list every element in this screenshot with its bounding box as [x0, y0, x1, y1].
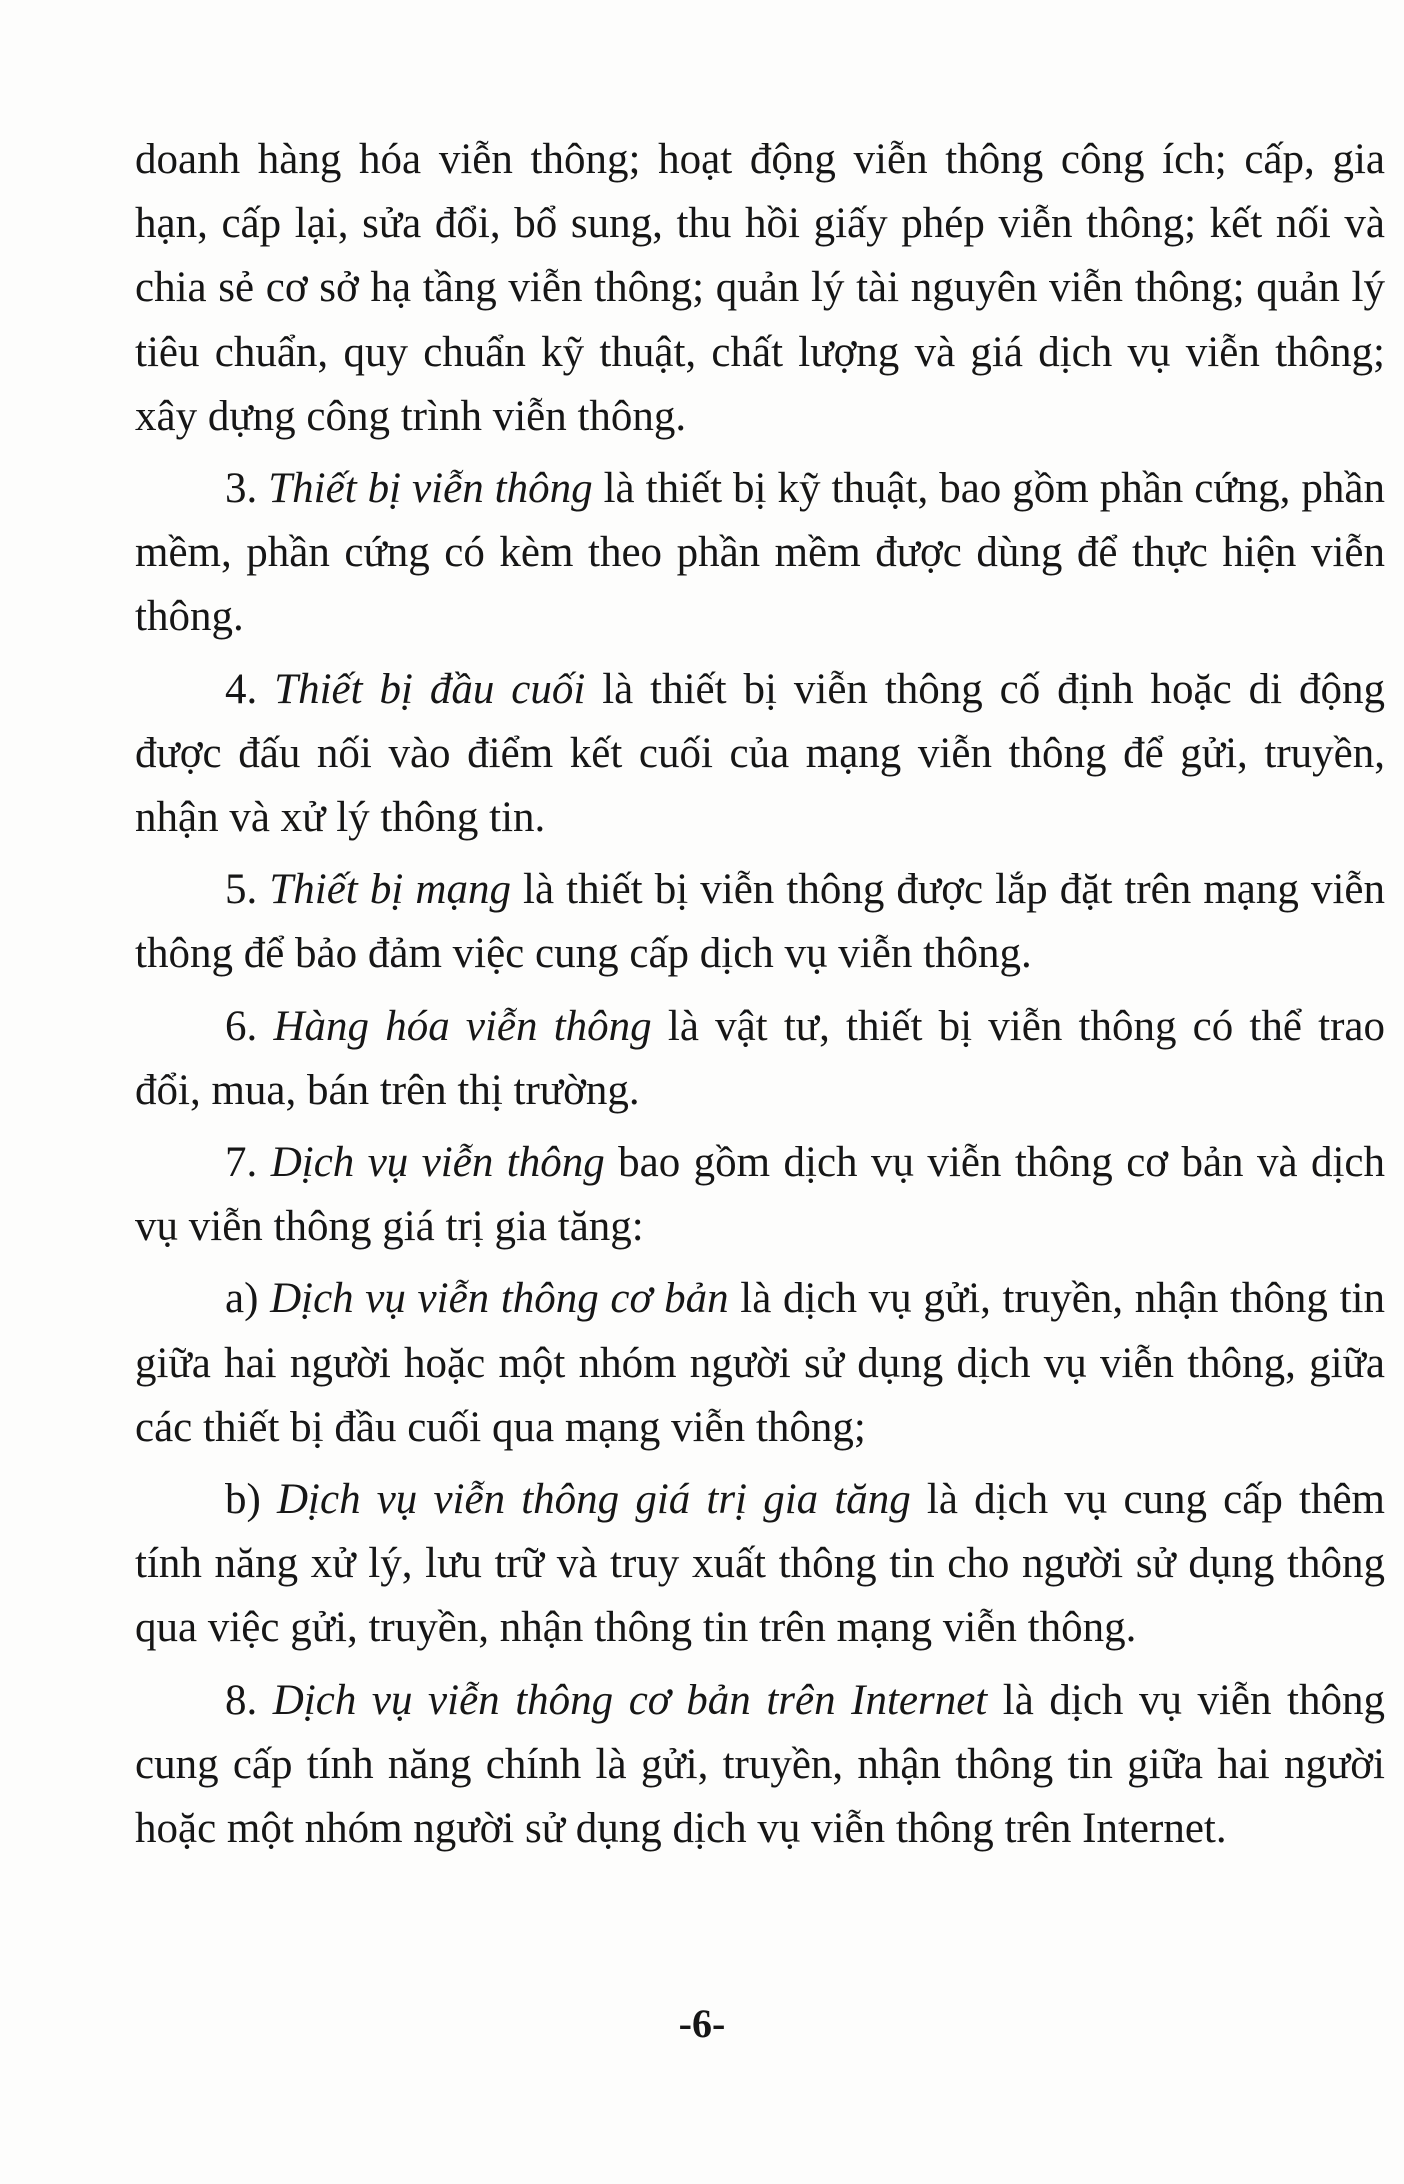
definition-number: 6.	[225, 1002, 274, 1050]
definition-text: là thiết bị kỹ thuật, bao gồm phần cứng, phần mềm, phần cứng có kèm theo phần mềm được dùng để thực hiện viễn thông.	[135, 465, 1386, 641]
definition-text: bao gồm dịch vụ viễn thông cơ bản và dịch vụ viễn thông giá trị gia tăng:	[135, 1139, 1386, 1251]
page-number: -6-	[678, 2001, 726, 2046]
definition-number: 3.	[225, 465, 269, 513]
definition-8	[135, 1669, 1385, 1862]
definition-4	[135, 658, 1385, 851]
defined-term: Thiết bị mạng	[269, 866, 511, 914]
defined-term: Dịch vụ viễn thông cơ bản trên Internet	[272, 1676, 988, 1724]
definition-3	[135, 457, 1385, 650]
defined-term: Dịch vụ viễn thông cơ bản	[270, 1275, 729, 1323]
paragraph-continuation	[135, 128, 1385, 449]
definition-text: là vật tư, thiết bị viễn thông có thể trao đổi, mua, bán trên thị trường.	[135, 1002, 1386, 1114]
definition-6	[135, 995, 1385, 1123]
definition-number: 5.	[225, 866, 270, 914]
defined-term: Thiết bị đầu cuối	[274, 665, 586, 713]
definition-text: là dịch vụ cung cấp thêm tính năng xử lý, lưu trữ và truy xuất thông tin cho người sử dụng thông qua việc gửi, truyền, nhận thông tin trên mạng viễn thông.	[135, 1476, 1385, 1652]
defined-term: Thiết bị viễn thông	[268, 465, 593, 513]
defined-term: Hàng hóa viễn thông	[273, 1002, 652, 1050]
body-text	[135, 128, 1385, 1861]
definition-text: là dịch vụ viễn thông cung cấp tính năng chính là gửi, truyền, nhận thông tin giữa hai người hoặc một nhóm người sử dụng dịch vụ viễn thông trên Internet.	[135, 1676, 1386, 1853]
definition-text: là thiết bị viễn thông cố định hoặc di động được đấu nối vào điểm kết cuối của mạng viễn thông để gửi, truyền, nhận và xử lý thông tin.	[135, 665, 1385, 842]
definition-7b	[135, 1468, 1385, 1661]
paragraph-text: doanh hàng hóa viễn thông; hoạt động viễn thông công ích; cấp, gia hạn, cấp lại, sửa đổi, bổ sung, thu hồi giấy phép viễn thông; kết nối và chia sẻ cơ sở hạ tầng viễn thông; quản lý tài nguyên viễn thông; quản lý tiêu chuẩn, quy chuẩn kỹ thuật, chất lượng và giá dịch vụ viễn thông; xây dựng công trình viễn thông.	[135, 136, 1385, 440]
definition-text: là dịch vụ gửi, truyền, nhận thông tin giữa hai người hoặc một nhóm người sử dụng dịch vụ viễn thông, giữa các thiết bị đầu cuối qua mạng viễn thông;	[135, 1275, 1385, 1451]
definition-number: a)	[225, 1275, 271, 1323]
definition-number: 7.	[225, 1139, 271, 1187]
definition-text: là thiết bị viễn thông được lắp đặt trên mạng viễn thông để bảo đảm việc cung cấp dịch vụ viễn thông.	[135, 866, 1386, 978]
defined-term: Dịch vụ viễn thông giá trị gia tăng	[276, 1476, 911, 1524]
definition-number: 8.	[225, 1676, 273, 1724]
definition-5	[135, 858, 1385, 986]
definition-number: b)	[225, 1476, 277, 1524]
defined-term: Dịch vụ viễn thông	[270, 1139, 605, 1187]
definition-7	[135, 1131, 1385, 1259]
definition-number: 4.	[225, 665, 275, 713]
definition-7a	[135, 1267, 1385, 1460]
